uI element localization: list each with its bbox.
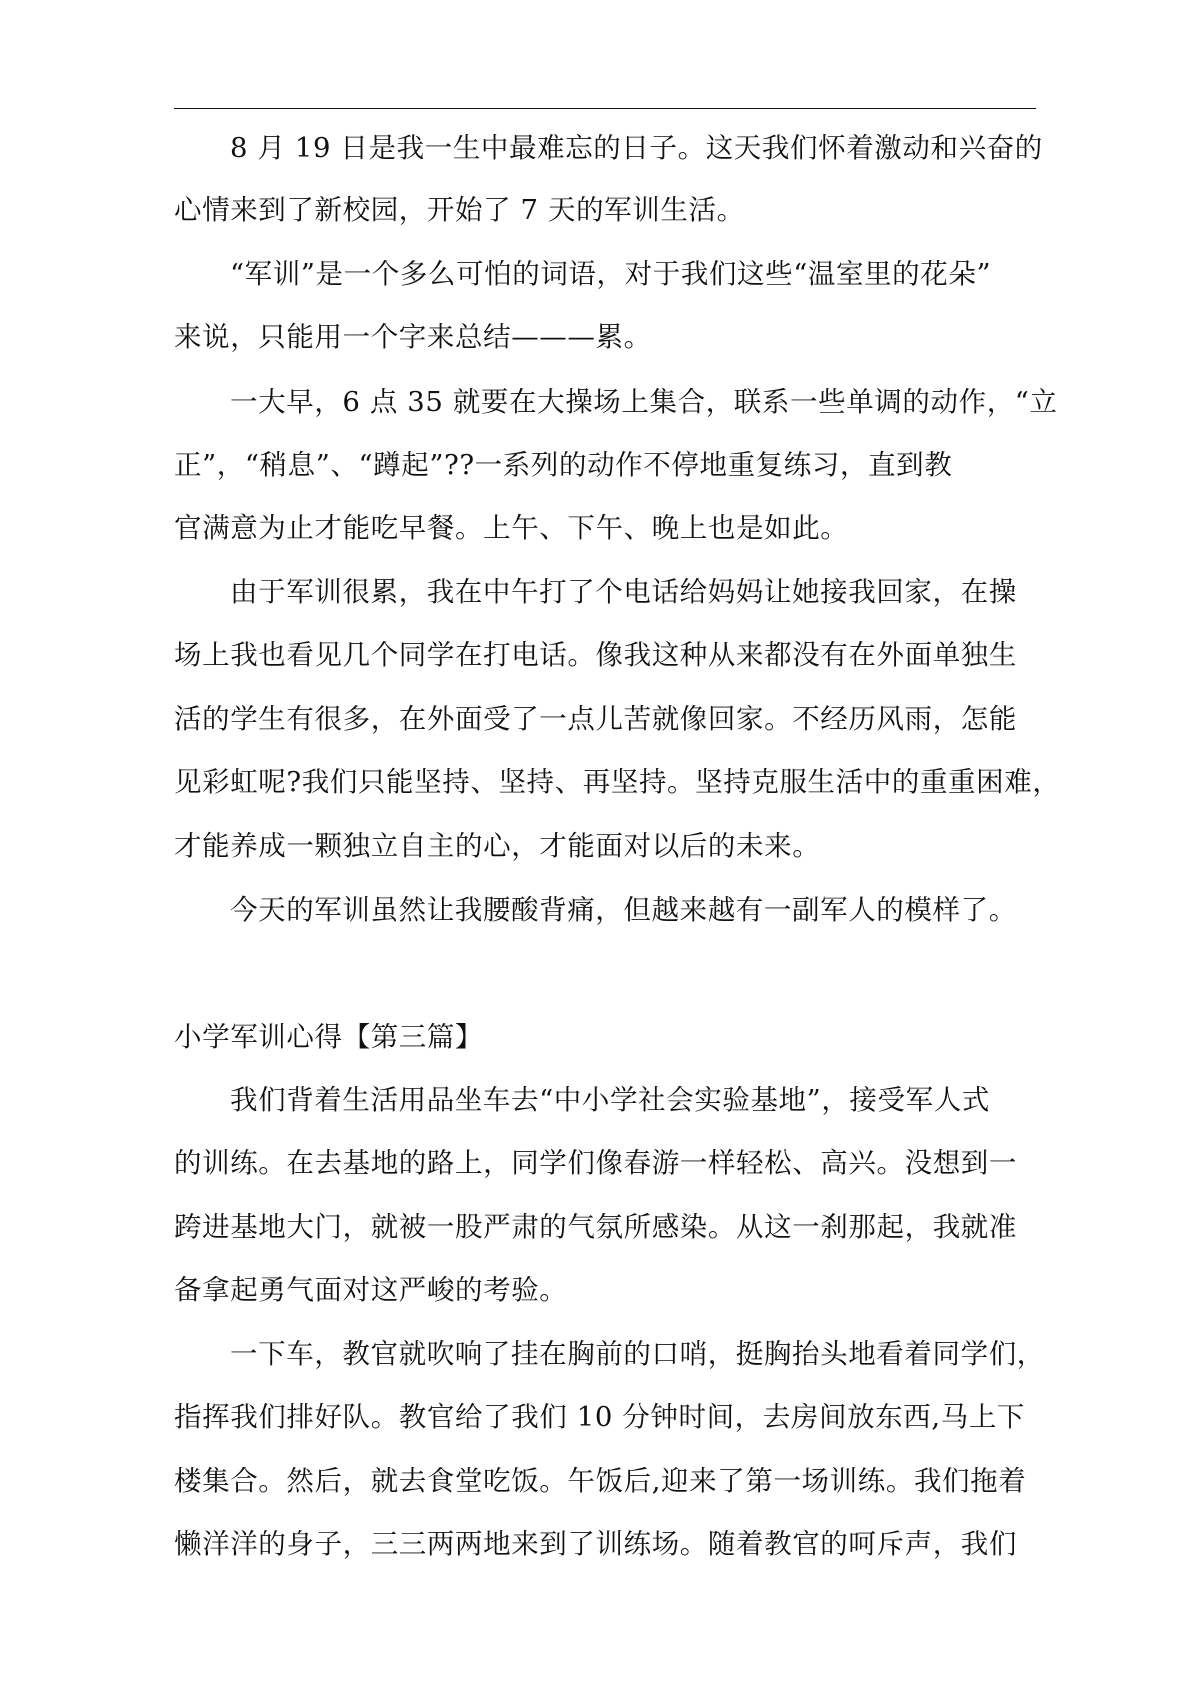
paragraph-7-line-4: 懒洋洋的身子，三三两两地来到了训练场。随着教官的呵斥声，我们: [174, 1528, 1017, 1560]
paragraph-3-line-3: 官满意为止才能吃早餐。上午、下午、晚上也是如此。: [174, 512, 849, 544]
paragraph-3-line-2: 正”，“稍息”、“蹲起”??一系列的动作不停地重复练习，直到教: [174, 449, 953, 481]
paragraph-2-line-2: 来说，只能用一个字来总结———累。: [174, 321, 652, 353]
paragraph-7-line-2: 指挥我们排好队。教官给了我们 10 分钟时间，去房间放东西,马上下: [174, 1401, 1026, 1433]
paragraph-4-line-1: 由于军训很累，我在中午打了个电话给妈妈让她接我回家，在操: [230, 576, 1017, 608]
header-rule: [174, 108, 1036, 109]
paragraph-6-line-4: 备拿起勇气面对这严峻的考验。: [174, 1274, 568, 1306]
section-heading: 小学军训心得【第三篇】: [174, 1021, 484, 1053]
paragraph-4-line-4: 见彩虹呢?我们只能坚持、坚持、再坚持。坚持克服生活中的重重困难，: [174, 766, 1061, 798]
paragraph-4-line-5: 才能养成一颗独立自主的心，才能面对以后的未来。: [174, 830, 821, 862]
paragraph-7-line-3: 楼集合。然后，就去食堂吃饭。午饭后,迎来了第一场训练。我们拖着: [174, 1465, 1027, 1497]
paragraph-1-line-2: 心情来到了新校园，开始了 7 天的军训生活。: [174, 194, 745, 226]
paragraph-6-line-3: 跨进基地大门，就被一股严肃的气氛所感染。从这一刹那起，我就准: [174, 1211, 1017, 1243]
paragraph-6-line-2: 的训练。在去基地的路上，同学们像春游一样轻松、高兴。没想到一: [174, 1147, 1017, 1179]
paragraph-1-line-1: 8 月 19 日是我一生中最难忘的日子。这天我们怀着激动和兴奋的: [230, 132, 1043, 164]
paragraph-2-line-1: “军训”是一个多么可怕的词语，对于我们这些“温室里的花朵”: [230, 258, 992, 290]
paragraph-4-line-3: 活的学生有很多，在外面受了一点儿苦就像回家。不经历风雨，怎能: [174, 703, 1017, 735]
paragraph-4-line-2: 场上我也看见几个同学在打电话。像我这种从来都没有在外面单独生: [174, 639, 1017, 671]
paragraph-3-line-1: 一大早，6 点 35 就要在大操场上集合，联系一些单调的动作，“立: [230, 386, 1058, 418]
paragraph-5-line-1: 今天的军训虽然让我腰酸背痛，但越来越有一副军人的模样了。: [230, 894, 1017, 926]
paragraph-6-line-1: 我们背着生活用品坐车去“中小学社会实验基地”，接受军人式: [230, 1084, 990, 1116]
paragraph-7-line-1: 一下车，教官就吹响了挂在胸前的口哨，挺胸抬头地看着同学们，: [230, 1338, 1045, 1370]
